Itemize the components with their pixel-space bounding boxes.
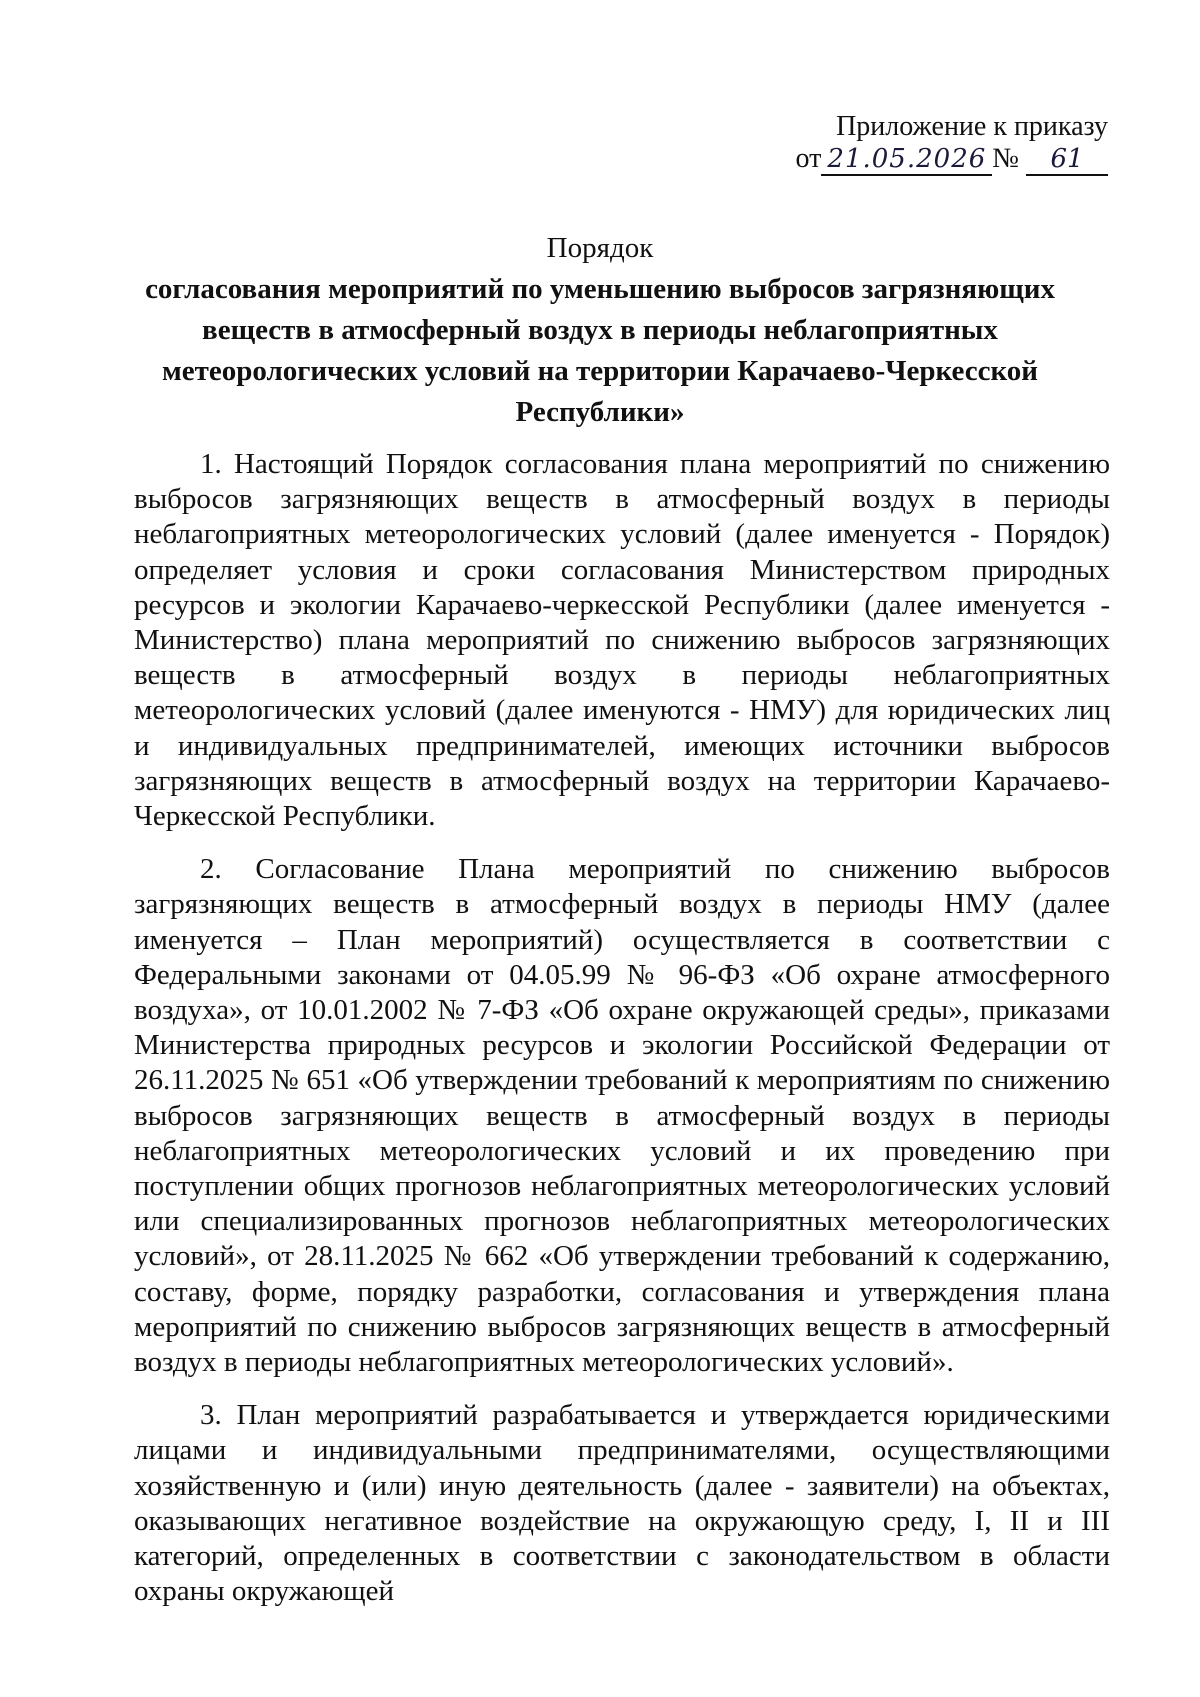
title-subtitle: согласования мероприятий по уменьшению выбросов загрязняющих веществ в атмосферный воздух в периоды неблагоприятных метеорологических условий на территории Карачаево-Черкесской Республики»: [145, 273, 1055, 428]
paragraph-2: 2. Согласование Плана мероприятий по снижению выбросов загрязняющих веществ в атмосферный воздух в периоды НМУ (далее именуется – План мероприятий) осуществляется в соответствии с Федеральными законами от 04.05.99 № 96-ФЗ «Об охране атмосферного воздуха», от 10.01.2002 № 7-ФЗ «Об охране окружающей среды», приказами Министерства природных ресурсов и экологии Российской Федерации от 26.11.2025 № 651 «Об утверждении требований к мероприятиям по снижению выбросов загрязняющих веществ в атмосферный воздух в периоды неблагоприятных метеорологических условий и их проведению при поступлении общих прогнозов неблагоприятных метеорологических условий или специализированных прогнозов неблагоприятных метеорологических условий», от 28.11.2025 № 662 «Об утверждении требований к содержанию, составу, форме, порядку разработки, согласования и утверждения плана мероприятий по снижению выбросов загрязняющих веществ в атмосферный воздух в периоды неблагоприятных метеорологических условий».: [134, 853, 1110, 1379]
handwritten-date: 21.05.2026: [821, 144, 992, 176]
handwritten-number: 61: [1026, 144, 1108, 176]
number-label: №: [992, 143, 1019, 174]
order-date-number-line: [796, 144, 1108, 176]
paragraph-1: 1. Настоящий Порядок согласования плана мероприятий по снижению выбросов загрязняющих веществ в атмосферный воздух в периоды неблагоприятных метеорологических условий (далее именуется - Порядок) определяет условия и сроки согласования Министерством природных ресурсов и экологии Карачаево-черкесской Республики (далее именуется - Министерство) плана мероприятий по снижению выбросов загрязняющих веществ в атмосферный воздух в периоды неблагоприятных метеорологических условий (далее именуются - НМУ) для юридических лиц и индивидуальных предпринимателей, имеющих источники выбросов загрязняющих веществ в атмосферный воздух на территории Карачаево-Черкесской Республики.: [134, 448, 1110, 833]
document-body: [134, 447, 1110, 1610]
paragraph-3: 3. План мероприятий разрабатывается и утверждается юридическими лицами и индивидуальными предпринимателями, осуществляющими хозяйственную и (или) иную деятельность (далее - заявители) на объектах, оказывающих негативное воздействие на окружающую среду, I, II и III категорий, определенных в соответствии с законодательством в области охраны окружающей: [134, 1399, 1110, 1608]
appendix-reference: [796, 112, 1108, 176]
appendix-line: Приложение к приказу: [836, 111, 1108, 142]
title-heading: Порядок: [546, 232, 654, 264]
from-label: от: [795, 143, 822, 174]
document-title: [120, 228, 1080, 433]
